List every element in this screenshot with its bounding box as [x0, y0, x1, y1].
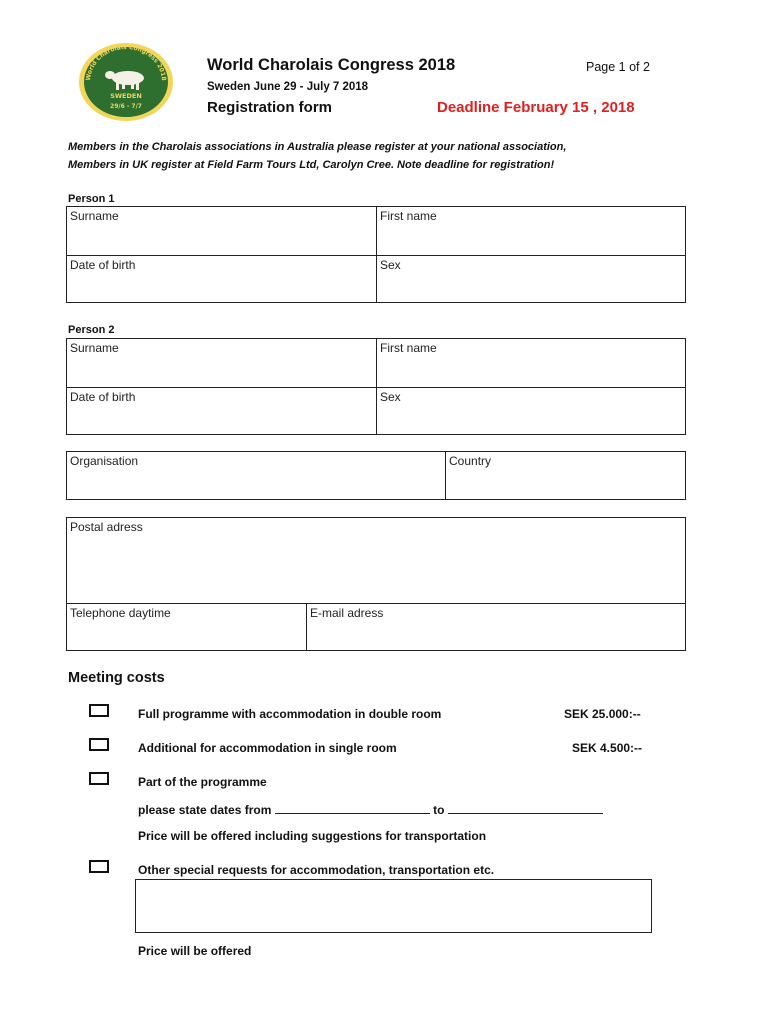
meeting-costs-heading: Meeting costs [68, 670, 165, 686]
person-2-sex-field[interactable] [377, 388, 685, 434]
sex-label: Sex [380, 390, 401, 404]
deadline: Deadline February 15 , 2018 [437, 99, 635, 116]
person-2-label: Person 2 [68, 324, 115, 336]
email-label: E-mail adress [310, 606, 384, 620]
person-2-dob-field[interactable] [67, 388, 376, 434]
logo-dates: 29/6 - 7/7 [110, 103, 142, 110]
congress-logo [78, 42, 174, 122]
page-title: World Charolais Congress 2018 [207, 56, 456, 74]
dates-row [138, 802, 603, 817]
person-2-table [66, 338, 686, 435]
logo-ring-text: World Charolais Congress 2018 [84, 43, 168, 82]
contact-table [66, 517, 686, 651]
surname-label: Surname [70, 209, 119, 223]
person-1-sex-field[interactable] [377, 256, 685, 302]
special-requests-label: Other special requests for accommodation, transportation etc. [138, 863, 495, 877]
single-room-checkbox[interactable] [89, 738, 109, 751]
telephone-label: Telephone daytime [70, 606, 171, 620]
postal-address-label: Postal adress [70, 520, 143, 534]
date-to-field[interactable] [448, 802, 603, 814]
event-dates: Sweden June 29 - July 7 2018 [207, 81, 369, 93]
first-name-label: First name [380, 209, 437, 223]
email-field[interactable] [307, 604, 685, 650]
part-programme-checkbox[interactable] [89, 772, 109, 785]
postal-address-field[interactable] [67, 518, 685, 603]
notice-line-2: Members in UK register at Field Farm Tours Ltd, Carolyn Cree. Note deadline for registration! [68, 159, 555, 171]
price-note: Price will be offered [138, 944, 252, 958]
person-1-first-name-field[interactable] [377, 207, 685, 255]
person-2-surname-field[interactable] [67, 339, 376, 387]
dob-label: Date of birth [70, 258, 136, 272]
dob-label: Date of birth [70, 390, 136, 404]
surname-label: Surname [70, 341, 119, 355]
sex-label: Sex [380, 258, 401, 272]
full-programme-price: SEK 25.000:-- [564, 707, 641, 721]
form-name: Registration form [207, 99, 333, 116]
dates-to: to [433, 803, 445, 817]
country-label: Country [449, 454, 492, 468]
single-room-label: Additional for accommodation in single room [138, 741, 397, 755]
registration-notice [68, 138, 566, 174]
logo-country: SWEDEN [110, 92, 142, 100]
page-number: Page 1 of 2 [586, 60, 650, 74]
person-2-first-name-field[interactable] [377, 339, 685, 387]
date-from-field[interactable] [275, 802, 430, 814]
full-programme-label: Full programme with accommodation in double room [138, 707, 442, 721]
special-requests-checkbox[interactable] [89, 860, 109, 873]
person-1-surname-field[interactable] [67, 207, 376, 255]
organisation-label: Organisation [70, 454, 139, 468]
single-room-price: SEK 4.500:-- [572, 741, 643, 755]
person-1-label: Person 1 [68, 193, 115, 205]
special-requests-textarea[interactable] [135, 879, 652, 933]
person-1-dob-field[interactable] [67, 256, 376, 302]
first-name-label: First name [380, 341, 437, 355]
organisation-field[interactable] [67, 452, 445, 499]
full-programme-checkbox[interactable] [89, 704, 109, 717]
part-programme-label: Part of the programme [138, 775, 267, 789]
country-field[interactable] [446, 452, 685, 499]
person-1-table [66, 206, 686, 303]
transport-note: Price will be offered including suggestions for transportation [138, 829, 487, 843]
dates-prefix: please state dates from [138, 803, 272, 817]
notice-line-1: Members in the Charolais associations in Australia please register at your national association, [68, 141, 567, 153]
organisation-table [66, 451, 686, 500]
telephone-field[interactable] [67, 604, 306, 650]
